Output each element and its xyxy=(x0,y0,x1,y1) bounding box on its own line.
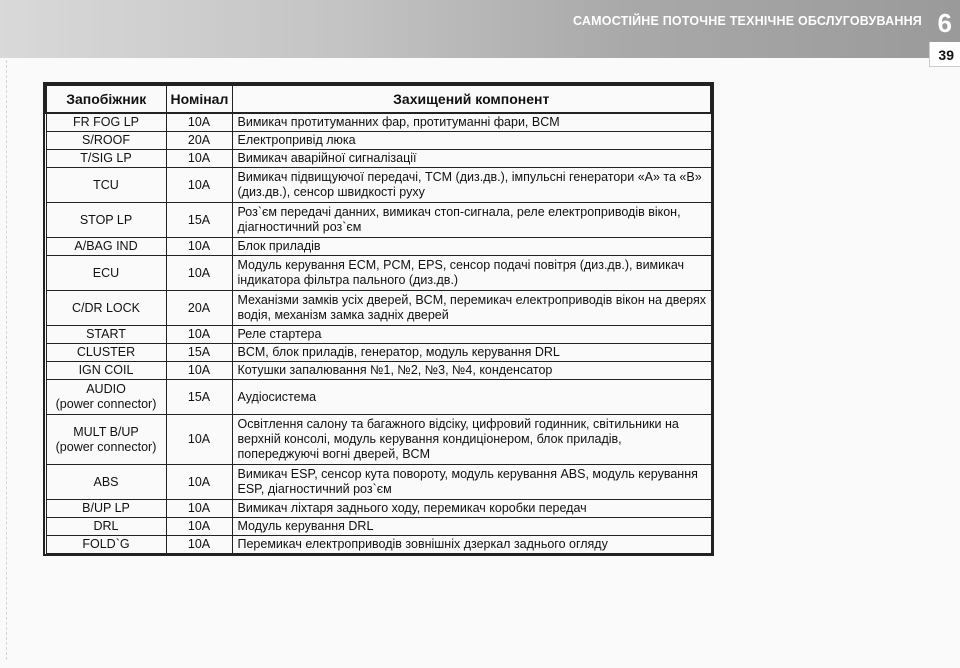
chapter-header-band xyxy=(0,0,960,58)
fuse-name-cell: FR FOG LP xyxy=(46,113,166,132)
fuse-name-cell: IGN COIL xyxy=(46,362,166,380)
fuse-name-cell: ABS xyxy=(46,465,166,500)
fuse-name-cell: S/ROOF xyxy=(46,132,166,150)
fuse-name-cell: TCU xyxy=(46,168,166,203)
table-row xyxy=(46,465,711,500)
fuse-rating-cell: 10A xyxy=(166,465,232,500)
fuse-rating-cell: 15A xyxy=(166,344,232,362)
fuse-rating-cell: 10A xyxy=(166,415,232,465)
fuse-name-cell: B/UP LP xyxy=(46,500,166,518)
table-row xyxy=(46,256,711,291)
page-binding-edge xyxy=(0,60,7,660)
page-number: 39 xyxy=(938,47,954,63)
table-row xyxy=(46,150,711,168)
protected-component-cell: Вимикач ESP, сенсор кута повороту, модуль керування ABS, модуль керування ESP, діагностичний роз`єм xyxy=(232,465,711,500)
fuse-name-cell: FOLD`G xyxy=(46,536,166,554)
protected-component-cell: Реле стартера xyxy=(232,326,711,344)
fuse-table-body xyxy=(46,113,711,554)
fuse-name-cell: DRL xyxy=(46,518,166,536)
table-row xyxy=(46,518,711,536)
protected-component-cell: Вимикач аварійної сигналізації xyxy=(232,150,711,168)
fuse-name-cell: START xyxy=(46,326,166,344)
fuse-rating-cell: 10A xyxy=(166,536,232,554)
fuse-table xyxy=(45,84,712,554)
protected-component-cell: Вимикач підвищуючої передачі, TCM (диз.дв.), імпульсні генератори «A» та «B» (диз.дв.), сенсор швидкості руху xyxy=(232,168,711,203)
table-row xyxy=(46,536,711,554)
protected-component-cell: Аудіосистема xyxy=(232,380,711,415)
protected-component-cell: Освітлення салону та багажного відсіку, цифровий годинник, світильники на верхній консолі, модуль керування кондиціонером, блок приладів, попереджуючі вогні дверей, BCM xyxy=(232,415,711,465)
column-header-rating: Номінал xyxy=(166,85,232,113)
fuse-name-cell: C/DR LOCK xyxy=(46,291,166,326)
fuse-rating-cell: 10A xyxy=(166,168,232,203)
protected-component-cell: Роз`єм передачі данних, вимикач стоп-сигнала, реле електроприводів вікон, діагностичний роз`єм xyxy=(232,203,711,238)
fuse-rating-cell: 10A xyxy=(166,238,232,256)
protected-component-cell: Вимикач протитуманних фар, протитуманні фари, BCM xyxy=(232,113,711,132)
fuse-rating-cell: 20A xyxy=(166,291,232,326)
fuse-rating-cell: 10A xyxy=(166,150,232,168)
fuse-rating-cell: 10A xyxy=(166,518,232,536)
column-header-fuse: Запобіжник xyxy=(46,85,166,113)
protected-component-cell: Котушки запалювання №1, №2, №3, №4, конденсатор xyxy=(232,362,711,380)
protected-component-cell: BCM, блок приладів, генератор, модуль керування DRL xyxy=(232,344,711,362)
fuse-name-cell: MULT B/UP (power connector) xyxy=(46,415,166,465)
protected-component-cell: Модуль керування ECM, PCM, EPS, сенсор подачі повітря (диз.дв.), вимикач індикатора фільтра пального (диз.дв.) xyxy=(232,256,711,291)
protected-component-cell: Вимикач ліхтаря заднього ходу, перемикач коробки передач xyxy=(232,500,711,518)
protected-component-cell: Перемикач електроприводів зовнішніх дзеркал заднього огляду xyxy=(232,536,711,554)
fuse-name-cell: ECU xyxy=(46,256,166,291)
fuse-rating-cell: 20A xyxy=(166,132,232,150)
fuse-rating-cell: 10A xyxy=(166,326,232,344)
fuse-rating-cell: 15A xyxy=(166,203,232,238)
fuse-rating-cell: 10A xyxy=(166,500,232,518)
protected-component-cell: Блок приладів xyxy=(232,238,711,256)
table-row xyxy=(46,238,711,256)
protected-component-cell: Модуль керування DRL xyxy=(232,518,711,536)
table-row xyxy=(46,291,711,326)
fuse-name-cell: T/SIG LP xyxy=(46,150,166,168)
table-row xyxy=(46,344,711,362)
fuse-name-cell: STOP LP xyxy=(46,203,166,238)
fuse-name-cell: A/BAG IND xyxy=(46,238,166,256)
table-row xyxy=(46,168,711,203)
table-row xyxy=(46,415,711,465)
table-row xyxy=(46,132,711,150)
fuse-rating-cell: 10A xyxy=(166,113,232,132)
table-row xyxy=(46,380,711,415)
table-row xyxy=(46,362,711,380)
protected-component-cell: Механізми замків усіх дверей, BCM, перемикач електроприводів вікон на дверях водія, механізм замка задніх дверей xyxy=(232,291,711,326)
fuse-rating-cell: 15A xyxy=(166,380,232,415)
column-header-component: Захищений компонент xyxy=(232,85,711,113)
chapter-title: САМОСТІЙНЕ ПОТОЧНЕ ТЕХНІЧНЕ ОБСЛУГОВУВАННЯ xyxy=(573,14,922,28)
fuse-name-cell: AUDIO (power connector) xyxy=(46,380,166,415)
chapter-number: 6 xyxy=(937,8,952,38)
protected-component-cell: Електропривід люка xyxy=(232,132,711,150)
table-header-row xyxy=(46,85,711,113)
table-row xyxy=(46,500,711,518)
table-row xyxy=(46,203,711,238)
fuse-rating-cell: 10A xyxy=(166,362,232,380)
fuse-rating-cell: 10A xyxy=(166,256,232,291)
table-row xyxy=(46,113,711,132)
table-row xyxy=(46,326,711,344)
fuse-name-cell: CLUSTER xyxy=(46,344,166,362)
